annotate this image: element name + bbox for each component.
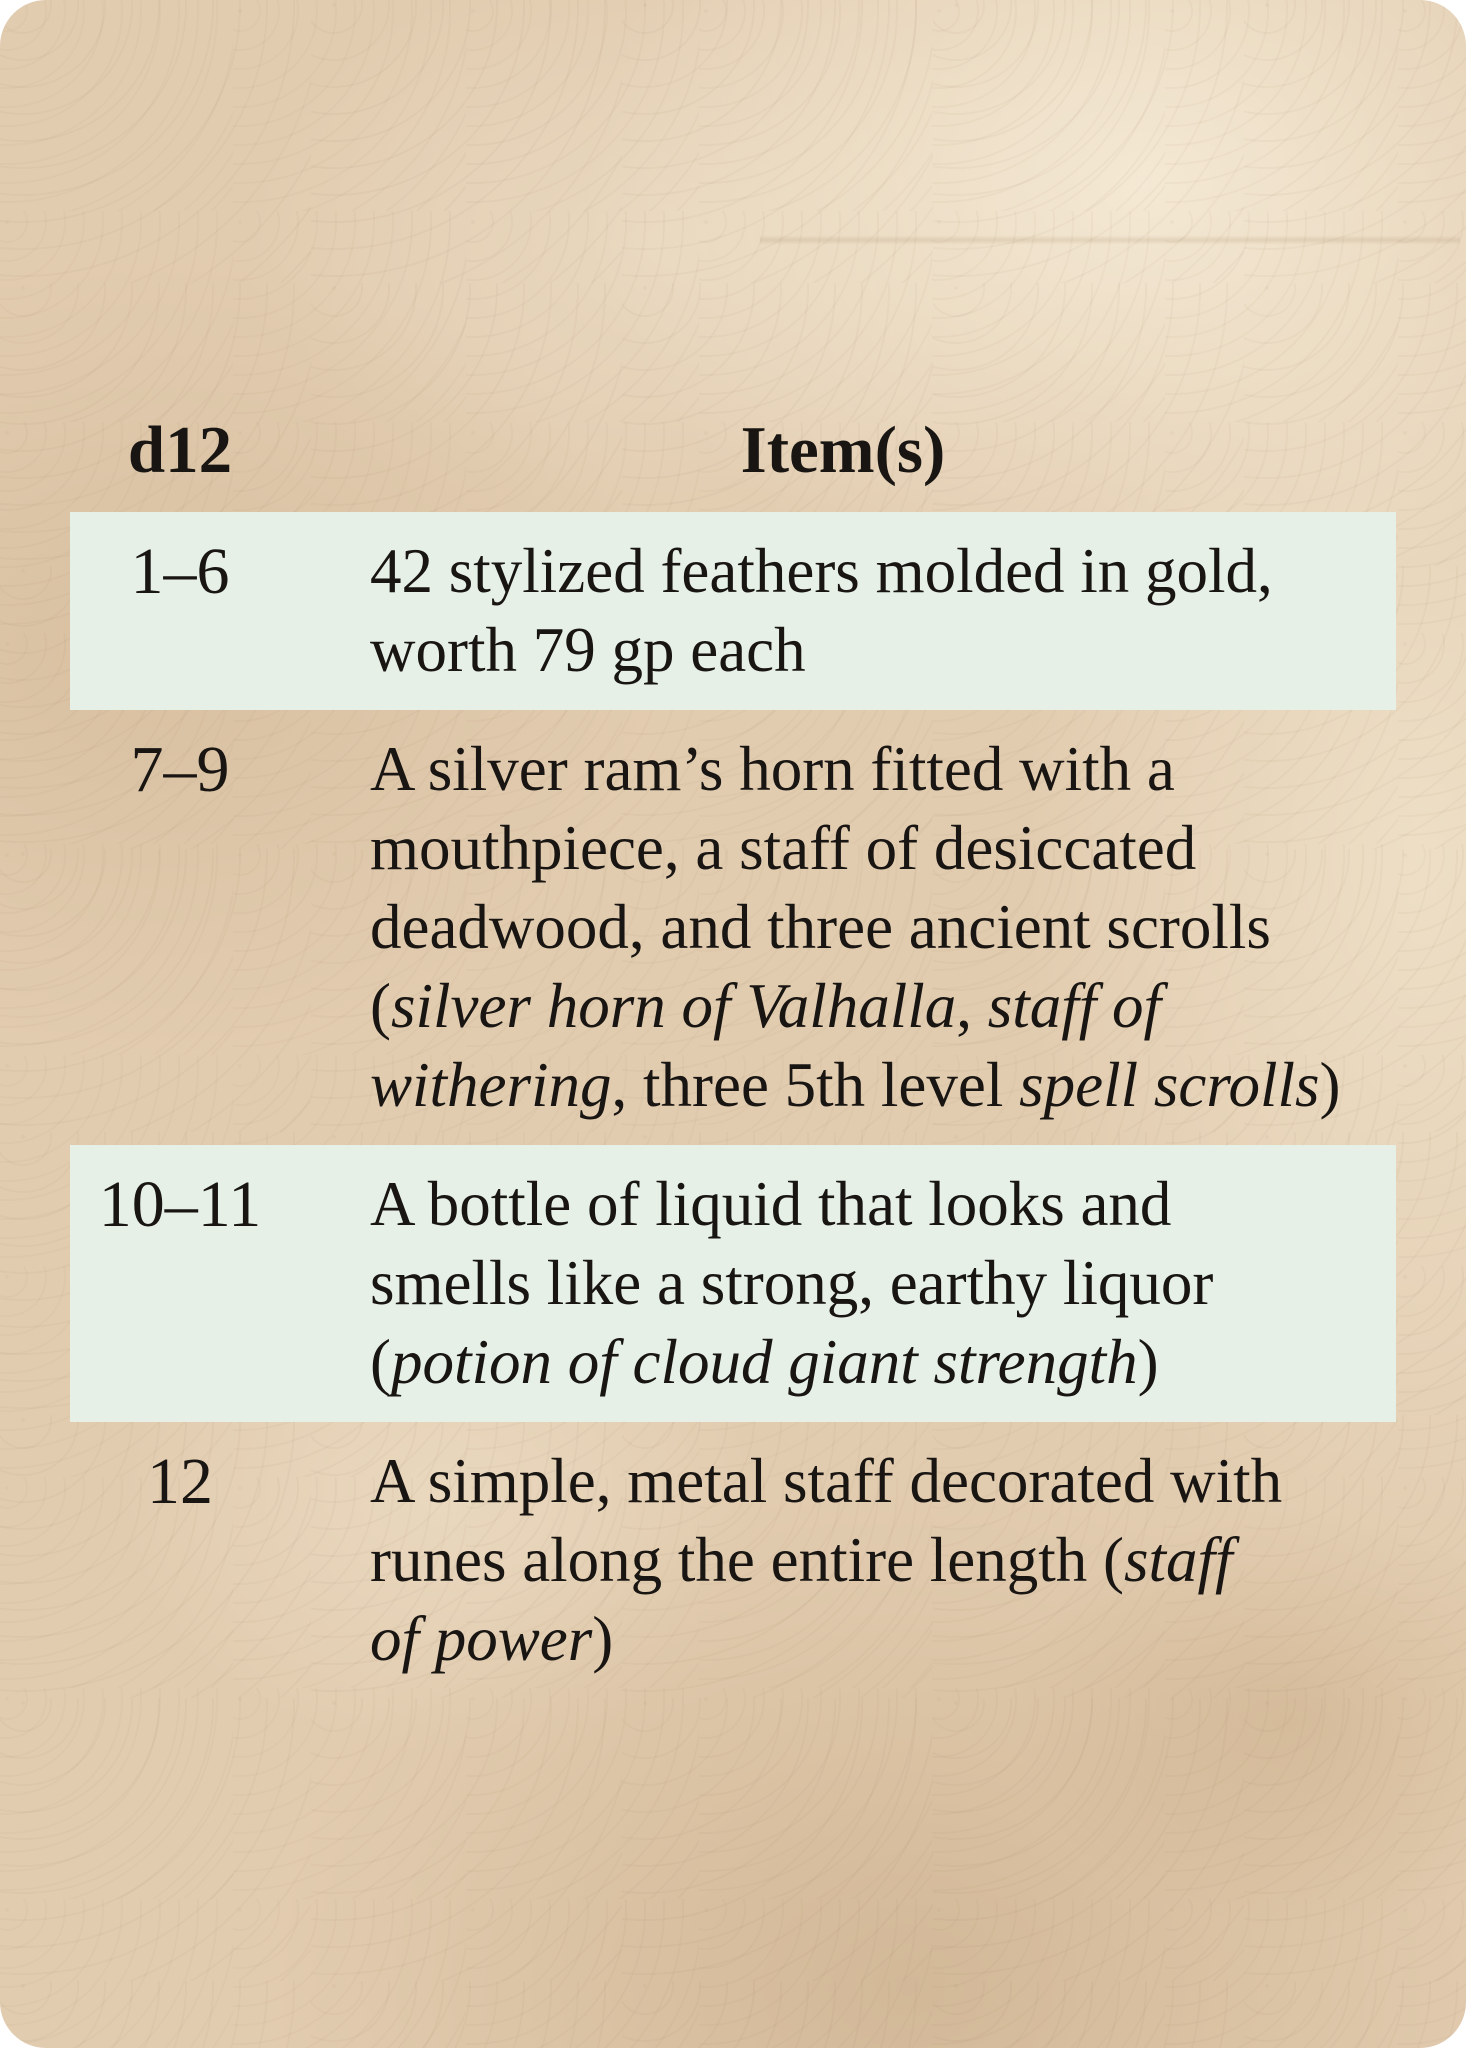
table-row (70, 710, 1396, 1145)
item-description-line: runes along the entire length (staff (370, 1524, 1233, 1595)
item-description (290, 730, 1396, 1125)
table-row (70, 1422, 1396, 1699)
item-description-line: A bottle of liquid that looks and (370, 1168, 1172, 1239)
item-description-line: withering, three 5th level spell scrolls) (370, 1049, 1341, 1120)
table-row (70, 1145, 1396, 1422)
item-description-line: (silver horn of Valhalla, staff of (370, 970, 1162, 1041)
item-description-line: worth 79 gp each (370, 614, 806, 685)
item-description-line: 42 stylized feathers molded in gold, (370, 535, 1273, 606)
item-description (290, 1165, 1396, 1402)
dice-range: 10–11 (98, 1167, 262, 1241)
item-description-line: A silver ram’s horn fitted with a (370, 733, 1175, 804)
item-description (290, 1442, 1396, 1679)
column-header-items: Item(s) (740, 413, 946, 487)
item-description (290, 532, 1396, 690)
dice-range: 7–9 (130, 732, 230, 806)
item-description-line: smells like a strong, earthy liquor (370, 1247, 1214, 1318)
table-body (70, 512, 1396, 1699)
item-description-line: deadwood, and three ancient scrolls (370, 891, 1271, 962)
item-description-line: A simple, metal staff decorated with (370, 1445, 1283, 1516)
item-description-line: (potion of cloud giant strength) (370, 1326, 1159, 1397)
item-description-line: mouthpiece, a staff of desiccated (370, 812, 1197, 883)
table-header-row (70, 414, 1396, 512)
item-description-line: of power) (370, 1603, 614, 1674)
column-header-d12: d12 (127, 413, 233, 487)
dice-range: 12 (147, 1444, 213, 1518)
loot-table (70, 414, 1396, 1699)
table-row (70, 512, 1396, 710)
dice-range: 1–6 (130, 534, 230, 608)
